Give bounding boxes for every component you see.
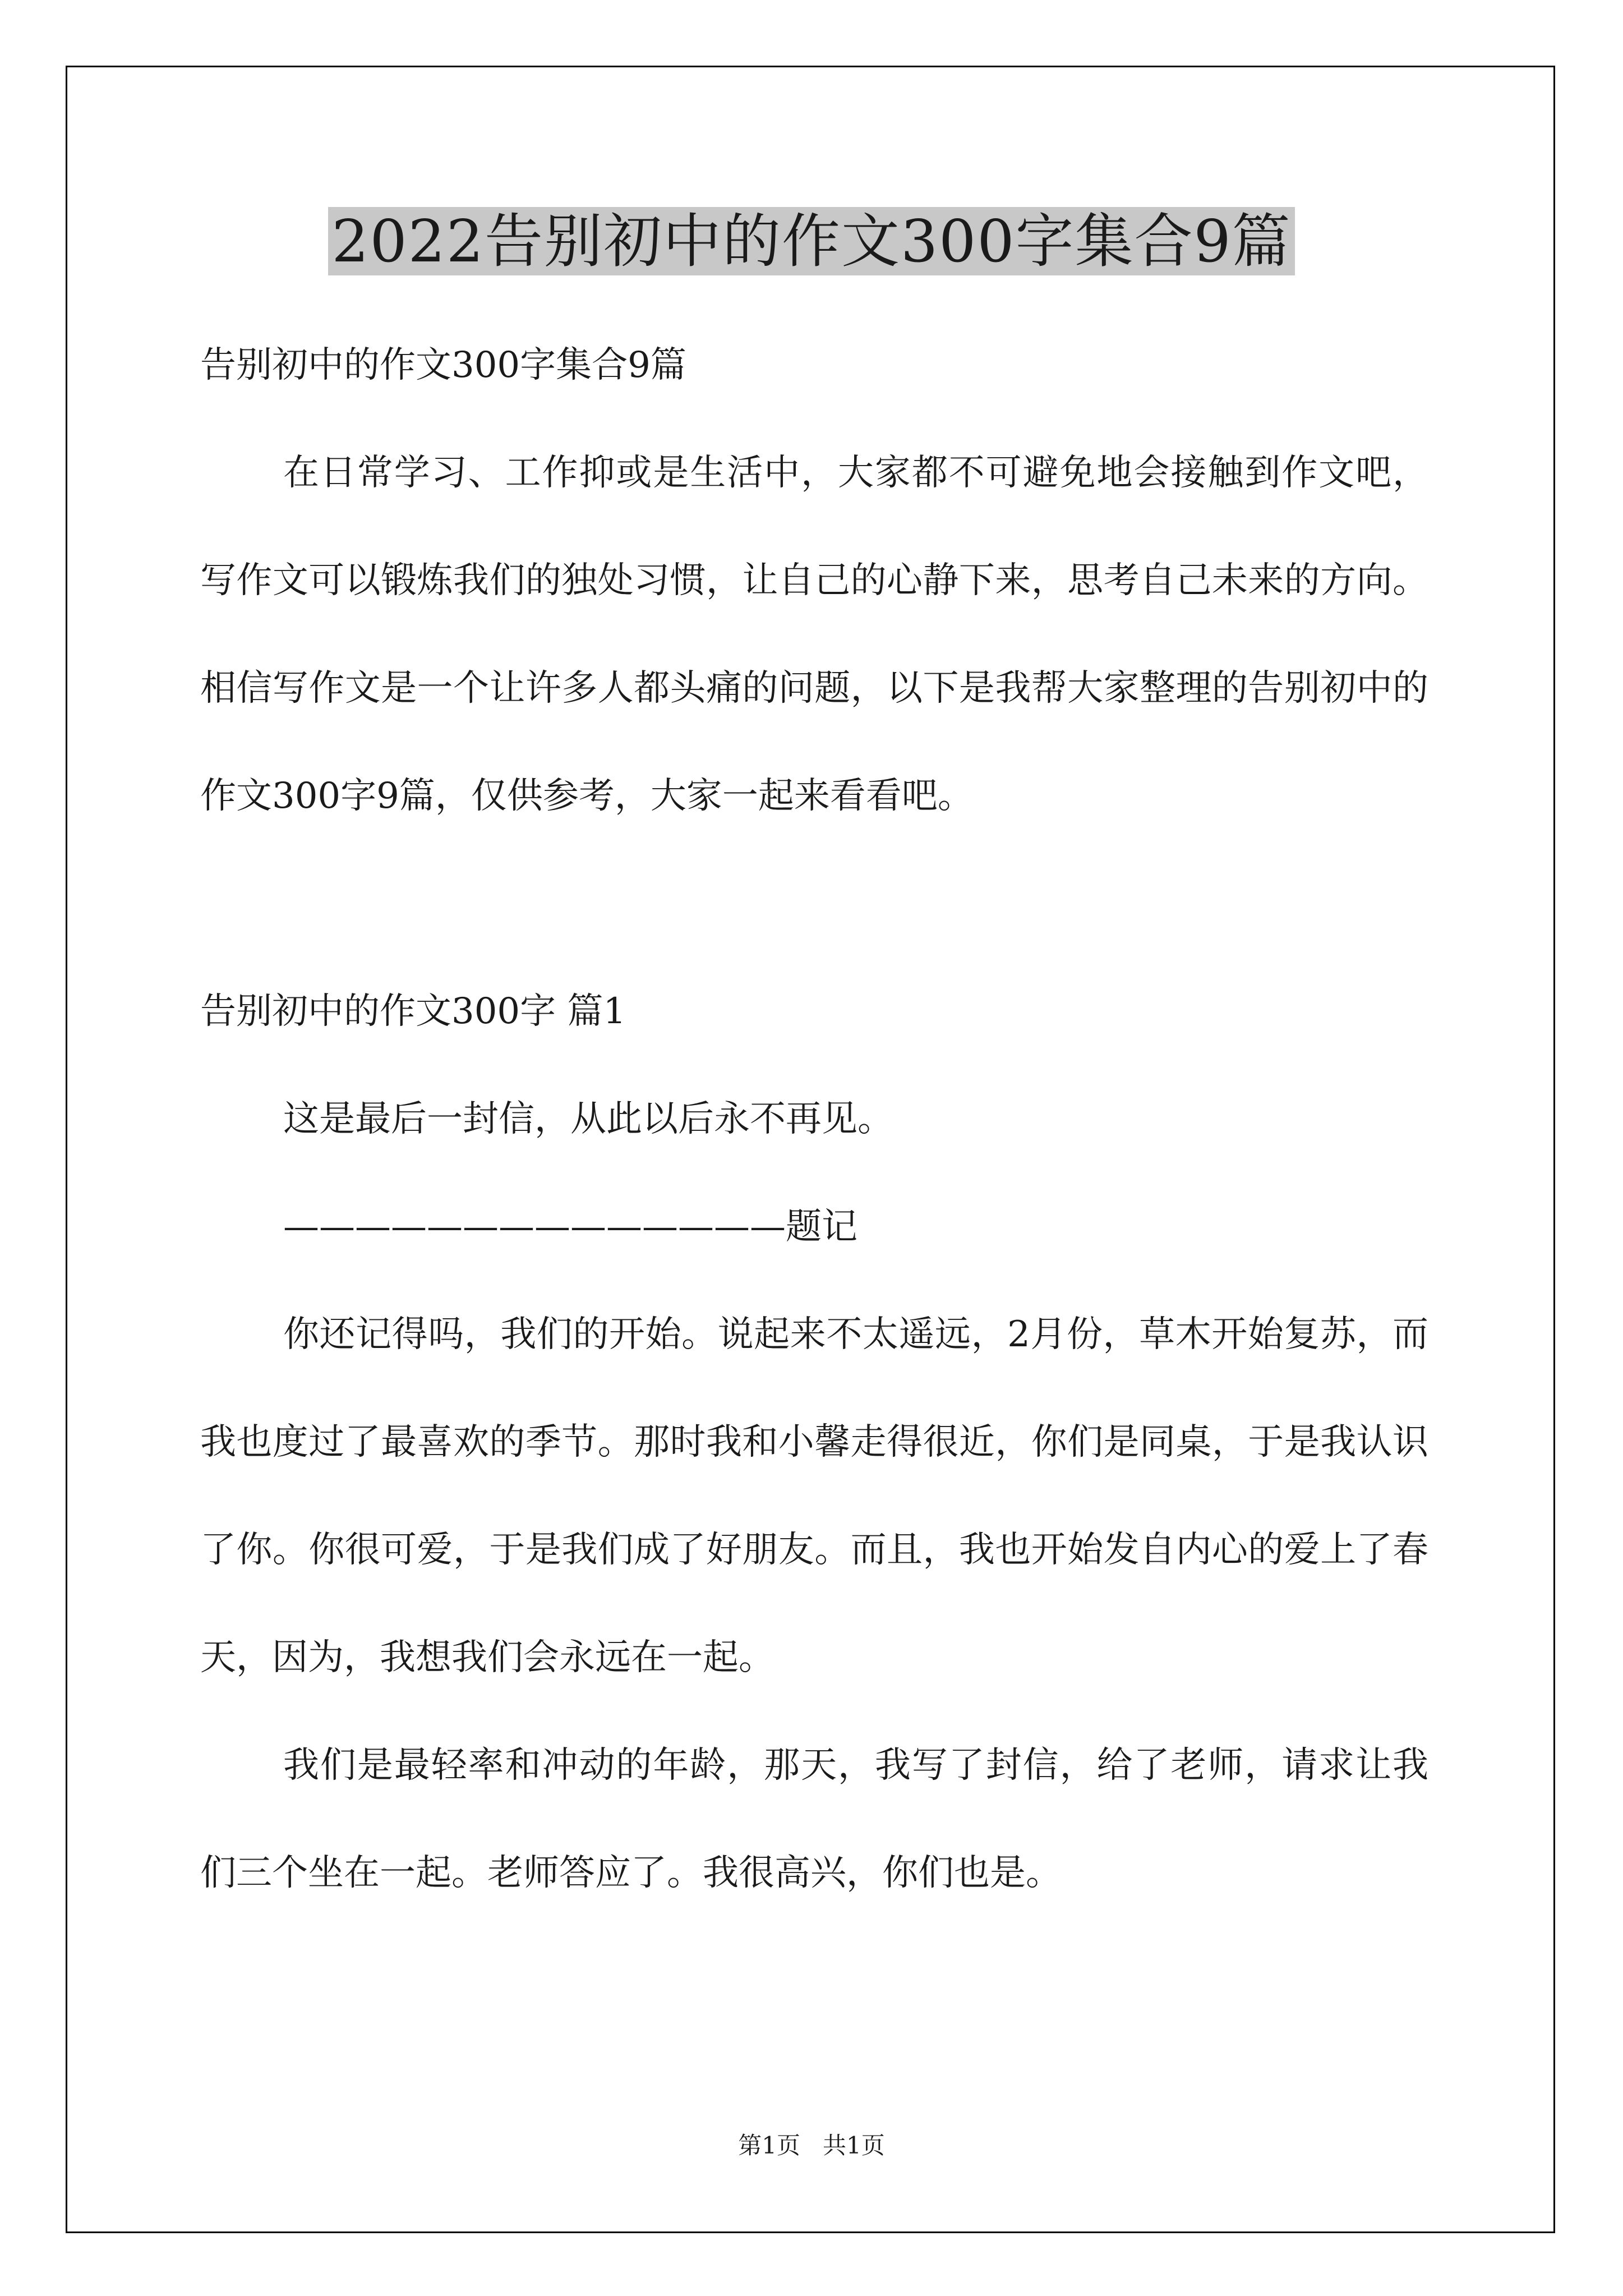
section-heading: 告别初中的作文300字 篇1 (200, 991, 626, 1032)
epigraph-line: 这是最后一封信，从此以后永不再见。 (283, 1098, 893, 1140)
document-title-text: 2022告别初中的作文300字集合9篇 (328, 207, 1294, 275)
body-paragraph: 你还记得吗，我们的开始。说起来不太遥远，2月份，草木开始复苏，而我也度过了最喜欢的季节。那时我和小馨走得很近，你们是同桌，于是我认识了你。你很可爱，于是我们成了好朋友。而且，我也开始发自内心的爱上了春天，因为，我想我们会永远在一起。 (200, 1314, 1428, 1678)
epigraph-attribution: ——————————————题记 (283, 1206, 857, 1248)
document-title (0, 196, 1623, 286)
document-body (200, 311, 1428, 1927)
document-subtitle: 告别初中的作文300字集合9篇 (200, 344, 686, 386)
intro-paragraph: 在日常学习、工作抑或是生活中，大家都不可避免地会接触到作文吧，写作文可以锻炼我们的独处习惯，让自己的心静下来，思考自己未来的方向。相信写作文是一个让许多人都头痛的问题，以下是我帮大家整理的告别初中的作文300字9篇，仅供参考，大家一起来看看吧。 (200, 452, 1428, 817)
body-paragraph: 我们是最轻率和冲动的年龄，那天，我写了封信，给了老师，请求让我们三个坐在一起。老师答应了。我很高兴，你们也是。 (200, 1745, 1428, 1894)
page-footer (0, 2129, 1623, 2162)
page-number: 第1页 共1页 (738, 2132, 885, 2159)
paragraph-gap (200, 850, 1428, 958)
